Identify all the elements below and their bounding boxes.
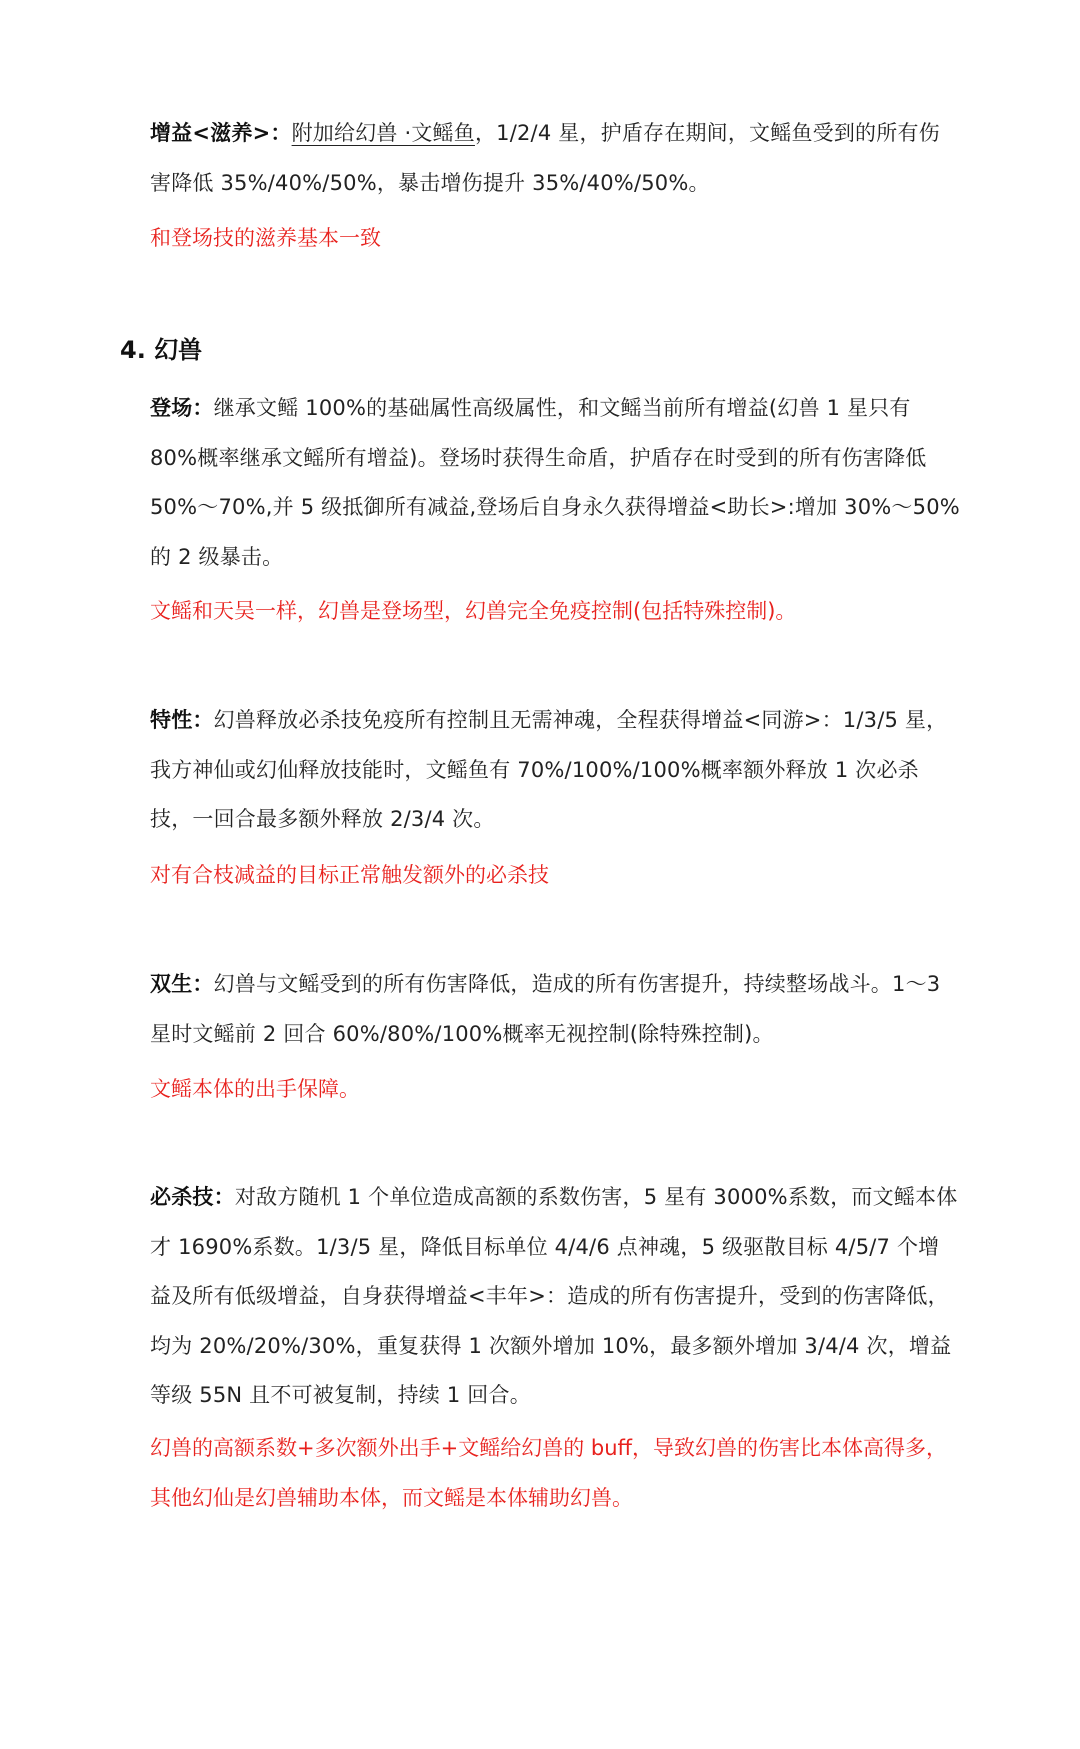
section-heading xyxy=(120,330,202,370)
entry-note: 文鳐和天吴一样，幻兽是登场型，幻兽完全免疫控制(包括特殊控制)。 xyxy=(150,599,797,623)
buff-nourish-note: 和登场技的滋养基本一致 xyxy=(150,226,381,250)
buff-nourish-paragraph xyxy=(150,109,960,208)
entry-paragraph xyxy=(150,384,960,582)
trait-term: 特性： xyxy=(150,708,214,732)
trait-paragraph xyxy=(150,696,960,845)
section-number: 4. xyxy=(120,336,146,364)
ultimate-paragraph xyxy=(150,1173,960,1421)
ultimate-text: 对敌方随机 1 个单位造成高额的系数伤害，5 星有 3000%系数，而文鳐本体才 1690%系数。1/3/5 星，降低目标单位 4/4/6 点神魂，5 级驱散目标 4/5/7 个增益及所有低级增益，自身获得增益<丰年>：造成的所有伤害提升，受到的伤害降低，均为 20%/20%/30%，重复获得 1 次额外增加 10%，最多额外增加 3/4/4 次，增益等级 55N 且不可被复制，持续 1 回合。 xyxy=(150,1185,958,1407)
entry-text: 继承文鳐 100%的基础属性高级属性，和文鳐当前所有增益(幻兽 1 星只有 80%概率继承文鳐所有增益)。登场时获得生命盾，护盾存在时受到的所有伤害降低 50%～70%,并 5 级抵御所有减益,登场后自身永久获得增益<助长>:增加 30%～50%的 2 级暴击。 xyxy=(150,396,960,569)
twin-paragraph xyxy=(150,960,960,1059)
ultimate-note: 幻兽的高额系数+多次额外出手+文鳐给幻兽的 buff，导致幻兽的伤害比本体高得多，其他幻仙是幻兽辅助本体，而文鳐是本体辅助幻兽。 xyxy=(150,1436,947,1510)
twin-text: 幻兽与文鳐受到的所有伤害降低，造成的所有伤害提升，持续整场战斗。1～3 星时文鳐前 2 回合 60%/80%/100%概率无视控制(除特殊控制)。 xyxy=(150,972,941,1046)
trait-note: 对有合枝减益的目标正常触发额外的必杀技 xyxy=(150,863,549,887)
buff-nourish-text: ，1/2/4 星，护盾存在期间，文鳐鱼受到的所有伤害降低 35%/40%/50%，暴击增伤提升 35%/40%/50%。 xyxy=(150,121,940,195)
buff-nourish-target: 附加给幻兽 ·文鳐鱼 xyxy=(291,121,475,145)
twin-term: 双生： xyxy=(150,972,214,996)
buff-nourish-term: 增益<滋养>： xyxy=(150,121,292,145)
twin-note: 文鳐本体的出手保障。 xyxy=(150,1077,360,1101)
section-title: 幻兽 xyxy=(154,336,203,364)
entry-term: 登场： xyxy=(150,396,214,420)
trait-text: 幻兽释放必杀技免疫所有控制且无需神魂，全程获得增益<同游>：1/3/5 星，我方神仙或幻仙释放技能时，文鳐鱼有 70%/100%/100%概率额外释放 1 次必杀技，一回合最多额外释放 2/3/4 次。 xyxy=(150,708,948,831)
ultimate-term: 必杀技： xyxy=(150,1185,235,1209)
